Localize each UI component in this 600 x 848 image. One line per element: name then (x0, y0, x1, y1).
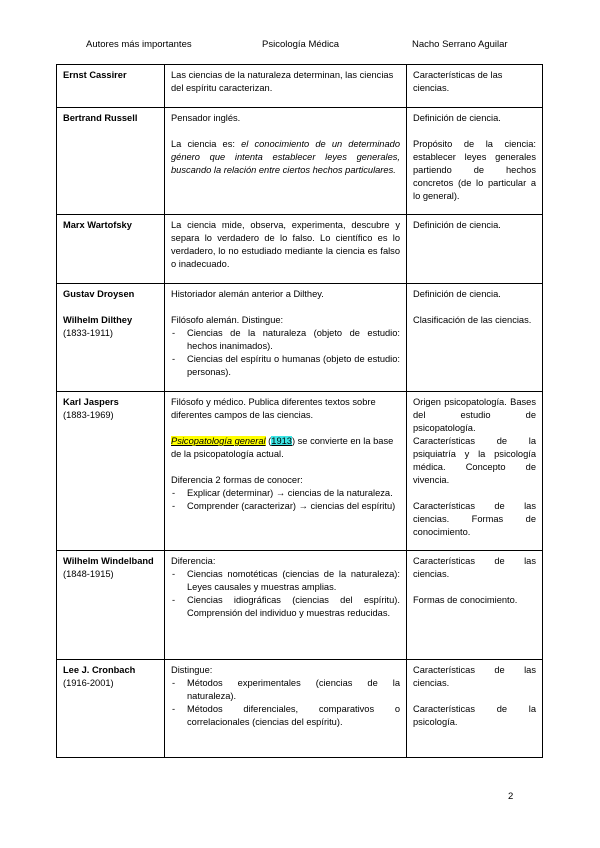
author-cell (57, 65, 165, 108)
author-years: (1833-1911) (63, 328, 113, 338)
note-text: Características de la psicología. (413, 704, 536, 727)
authors-table (56, 64, 543, 758)
author-years: (1848-1915) (63, 569, 114, 579)
table-row (57, 215, 543, 284)
note-text: Características de las ciencias. (413, 556, 536, 579)
description-cell (165, 392, 407, 551)
bullet-list (171, 568, 400, 620)
list-item: - Métodos experimentales (ciencias de la naturaleza). (187, 677, 400, 703)
header-left: Autores más importantes (86, 39, 192, 50)
description-cell (165, 284, 407, 392)
table-row (57, 392, 543, 551)
book-desc: se convierte en la base de la psicopatología actual. (171, 436, 394, 459)
description-cell (165, 660, 407, 758)
author-cell (57, 392, 165, 551)
description-cell (165, 215, 407, 284)
author-name: Ernst Cassirer (63, 70, 127, 80)
author-cell (57, 108, 165, 215)
bullet-list (171, 327, 400, 379)
note-cell (407, 660, 543, 758)
description-text: Filósofo alemán. Distingue: (171, 315, 284, 325)
note-text: Características de la psiquiatría y la psicología médica. Concepto de vivencia. (413, 436, 536, 485)
author-name: Wilhelm Windelband (63, 556, 154, 566)
author-name: Lee J. Cronbach (63, 665, 136, 675)
author-cell (57, 284, 165, 392)
note-text: Clasificación de las ciencias. (413, 315, 532, 325)
description-cell (165, 551, 407, 660)
list-item: - Ciencias del espíritu o humanas (objeto de estudio: personas). (187, 353, 400, 379)
author-cell (57, 215, 165, 284)
note-cell (407, 284, 543, 392)
description-text: Historiador alemán anterior a Dilthey. (171, 289, 324, 299)
list-item: - Explicar (determinar) → ciencias de la naturaleza. (187, 487, 400, 500)
page-number: 2 (508, 791, 514, 802)
note-cell (407, 65, 543, 108)
description-text: Filósofo y médico. Publica diferentes textos sobre diferentes campos de las ciencias. (171, 397, 376, 420)
note-text: Características de las ciencias. (413, 70, 503, 93)
author-cell (57, 660, 165, 758)
note-text: Definición de ciencia. (413, 113, 501, 123)
description-text: Psicopatología general (1913) se convierte en la base de la psicopatología actual. (171, 436, 394, 459)
description-cell (165, 65, 407, 108)
description-text: Diferencia: (171, 556, 216, 566)
author-cell (57, 551, 165, 660)
note-cell (407, 108, 543, 215)
definition-lead: La ciencia es: (171, 139, 235, 149)
description-text: La ciencia mide, observa, experimenta, descubre y separa lo verdadero de lo falso. Lo científico es lo verdadero, lo no estudiado mediante la ciencia es falso o inadecuado. (171, 220, 400, 269)
table-row (57, 551, 543, 660)
author-name: Karl Jaspers (63, 397, 119, 407)
table-row (57, 660, 543, 758)
description-text: Diferencia 2 formas de conocer: (171, 475, 303, 485)
description-text (171, 138, 400, 177)
table-row (57, 65, 543, 108)
note-cell (407, 551, 543, 660)
list-item: - Ciencias idiográficas (ciencias del espíritu). Comprensión del individuo y muestras reducidas. (187, 594, 400, 620)
description-text: Distingue: (171, 665, 213, 675)
bullet-list (171, 677, 400, 729)
list-item: - Comprender (caracterizar) → ciencias del espíritu) (187, 500, 400, 513)
book-title-highlight: Psicopatología general (171, 436, 266, 446)
note-cell (407, 215, 543, 284)
author-name: Bertrand Russell (63, 113, 138, 123)
book-year-highlight: 1913 (271, 436, 292, 446)
note-cell (407, 392, 543, 551)
author-name: Gustav Droysen (63, 289, 135, 299)
table-row (57, 108, 543, 215)
author-name: Marx Wartofsky (63, 220, 132, 230)
note-text: Características de las ciencias. Formas de conocimiento. (413, 501, 536, 537)
note-text: Origen psicopatología. Bases del estudio de psicopatología. (413, 397, 536, 433)
list-item: - Ciencias nomotéticas (ciencias de la naturaleza): Leyes causales y muestras amplias. (187, 568, 400, 594)
author-years: (1916-2001) (63, 678, 114, 688)
description-text: Las ciencias de la naturaleza determinan, las ciencias del espíritu caracterizan. (171, 70, 394, 93)
note-text: Características de las ciencias. (413, 665, 536, 688)
table-row (57, 284, 543, 392)
bullet-list (171, 487, 400, 513)
note-text: Definición de ciencia. (413, 289, 501, 299)
header-right: Nacho Serrano Aguilar (412, 39, 508, 50)
list-item: - Métodos diferenciales, comparativos o correlacionales (ciencias del espíritu). (187, 703, 400, 729)
description-text: Pensador inglés. (171, 113, 241, 123)
note-text: Propósito de la ciencia: establecer leyes generales partiendo de hechos concretos (de lo particular a lo general). (413, 139, 536, 201)
author-name: Wilhelm Dilthey (63, 315, 133, 325)
header-center: Psicología Médica (262, 39, 340, 50)
author-years: (1883-1969) (63, 410, 114, 420)
description-cell (165, 108, 407, 215)
definition-quote: el conocimiento de un determinado género que intenta establecer leyes generales, buscando la relación entre ciertos hechos particulares. (171, 139, 400, 175)
note-text: Formas de conocimiento. (413, 595, 518, 605)
note-text: Definición de ciencia. (413, 220, 501, 230)
list-item: - Ciencias de la naturaleza (objeto de estudio: hechos inanimados). (187, 327, 400, 353)
